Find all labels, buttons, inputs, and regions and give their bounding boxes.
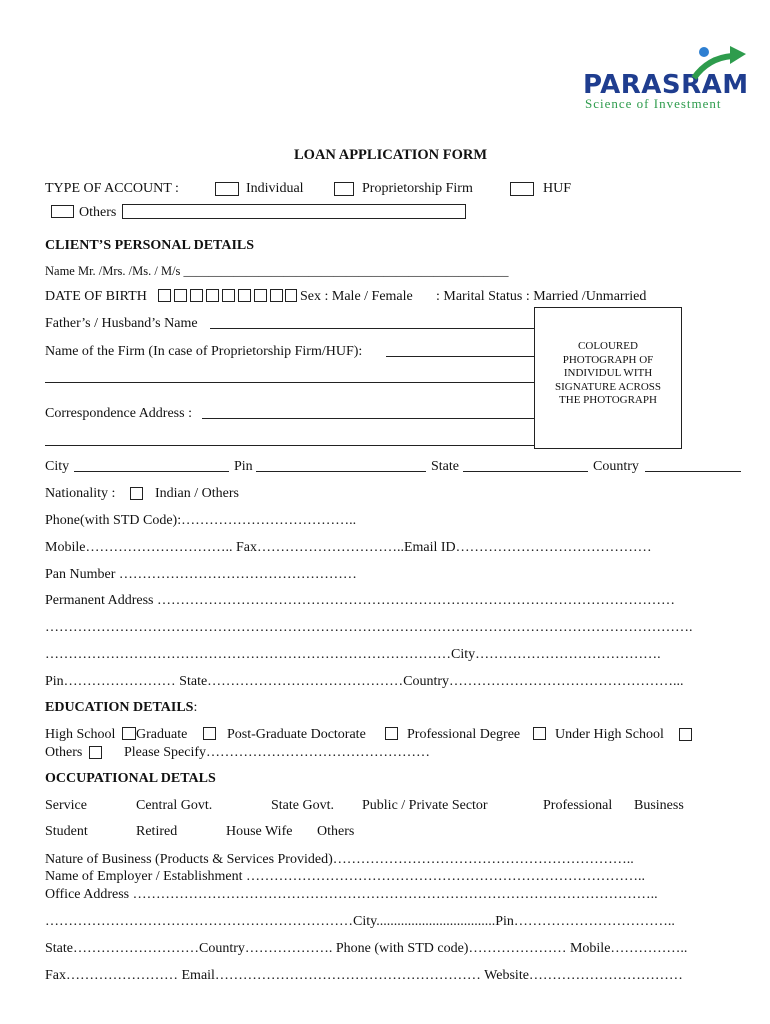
post-graduate-label: Post-Graduate Doctorate [227, 727, 366, 742]
permanent-address-line-2[interactable]: …………………………………………………………………………………………………………………………. [45, 620, 693, 635]
occupation-central-govt[interactable]: Central Govt. [136, 798, 213, 813]
dob-digit-box[interactable] [254, 289, 267, 302]
father-name-label: Father’s / Husband’s Name [45, 316, 198, 331]
photo-text-line: SIGNATURE ACROSS [554, 380, 662, 393]
education-others-checkbox[interactable] [89, 746, 102, 759]
office-fax-email-website-line[interactable]: Fax…………………… Email………………………………………………… Website…………………………… [45, 968, 683, 983]
firm-name-label: Name of the Firm (In case of Proprietorship Firm/HUF): [45, 344, 363, 359]
photo-text-line: COLOURED [578, 340, 638, 352]
occupation-state-govt[interactable]: State Govt. [271, 798, 334, 813]
individual-label: Individual [246, 181, 304, 196]
marital-status-label: : Marital Status : Married /Unmarried [436, 289, 647, 304]
education-specify-line[interactable]: Please Specify………………………………………… [124, 745, 431, 760]
nationality-label: Nationality : [45, 486, 116, 501]
occupation-others[interactable]: Others [317, 824, 355, 839]
sex-label: Sex : Male / Female [300, 289, 413, 304]
state-label: State [431, 459, 459, 474]
occupation-professional[interactable]: Professional [543, 798, 613, 813]
occupation-service[interactable]: Service [45, 798, 87, 813]
correspondence-address-line[interactable] [202, 418, 534, 419]
father-name-line[interactable] [210, 328, 534, 329]
education-heading: EDUCATION DETAILS: [45, 700, 198, 715]
proprietorship-checkbox[interactable] [334, 182, 354, 196]
mobile-fax-email-line[interactable]: Mobile………………………….. Fax…………………………..Email ID…………………………………… [45, 540, 652, 555]
occupation-house-wife[interactable]: House Wife [226, 824, 293, 839]
high-school-label: High School [45, 727, 116, 742]
correspondence-address-label: Correspondence Address : [45, 406, 192, 421]
state-line[interactable] [463, 471, 588, 472]
doctorate-checkbox[interactable] [385, 727, 398, 740]
employer-name-line[interactable]: Name of Employer / Establishment ………………………………………………………………………….. [45, 869, 646, 884]
nature-of-business-line[interactable]: Nature of Business (Products & Services Provided)……………………………………………………….. [45, 852, 634, 867]
city-line[interactable] [74, 471, 229, 472]
dob-digit-box[interactable] [174, 289, 187, 302]
firm-name-line-2[interactable] [45, 382, 534, 383]
permanent-address-line[interactable]: Permanent Address ………………………………………………………………………………………………… [45, 593, 675, 608]
office-city-pin-line[interactable]: …………………………………………………………City..................................Pin…………………………….. [45, 914, 675, 929]
under-high-school-checkbox[interactable] [679, 728, 692, 741]
occupation-retired[interactable]: Retired [136, 824, 178, 839]
occupation-student[interactable]: Student [45, 824, 88, 839]
dob-digit-box[interactable] [206, 289, 219, 302]
professional-degree-checkbox[interactable] [533, 727, 546, 740]
form-title: LOAN APPLICATION FORM [294, 147, 488, 163]
logo-arrow-icon [690, 42, 750, 82]
dob-digit-box[interactable] [158, 289, 171, 302]
huf-checkbox[interactable] [510, 182, 534, 196]
photo-text-line: INDIVIDUL WITH [563, 367, 653, 379]
dob-digit-box[interactable] [222, 289, 235, 302]
photograph-box[interactable] [534, 307, 682, 449]
photograph-instructions [535, 340, 681, 408]
country-label: Country [593, 459, 639, 474]
high-school-checkbox[interactable] [122, 727, 136, 740]
occupation-public-private[interactable]: Public / Private Sector [362, 798, 488, 813]
dob-digit-box[interactable] [190, 289, 203, 302]
professional-degree-label: Professional Degree [407, 727, 521, 742]
individual-checkbox[interactable] [215, 182, 239, 196]
occupation-business[interactable]: Business [634, 798, 684, 813]
dob-label: DATE OF BIRTH [45, 289, 147, 304]
personal-details-heading: CLIENT’S PERSONAL DETAILS [45, 238, 255, 253]
firm-name-line[interactable] [386, 356, 534, 357]
graduate-checkbox[interactable] [203, 727, 216, 740]
permanent-city-line[interactable]: ……………………………………………………………………………City…………………………………. [45, 647, 661, 662]
city-label: City [45, 459, 70, 474]
photo-text-line: PHOTOGRAPH OF [562, 353, 654, 366]
account-type-label: TYPE OF ACCOUNT : [45, 181, 179, 196]
nationality-checkbox[interactable] [130, 487, 143, 500]
others-checkbox[interactable] [51, 205, 74, 218]
country-line[interactable] [645, 471, 741, 472]
under-high-school-label: Under High School [555, 727, 664, 742]
phone-field-line[interactable]: Phone(with STD Code):……………………………….. [45, 513, 357, 528]
education-others-label: Others [45, 745, 83, 760]
graduate-label: Graduate [136, 727, 188, 742]
correspondence-address-line-2[interactable] [45, 445, 534, 446]
permanent-pin-state-country-line[interactable]: Pin…………………… State……………………………………Country…………………………………………... [45, 674, 684, 689]
huf-label: HUF [543, 181, 572, 196]
nationality-options: Indian / Others [155, 486, 239, 501]
logo-wordmark: PARASRAM [583, 70, 749, 100]
pin-line[interactable] [256, 471, 426, 472]
others-text-field[interactable] [122, 204, 466, 219]
dob-digit-box[interactable] [285, 289, 297, 302]
logo-tagline: Science of Investment [585, 96, 722, 111]
dob-digit-box[interactable] [238, 289, 251, 302]
pan-number-line[interactable]: Pan Number …………………………………………… [45, 567, 357, 582]
proprietorship-label: Proprietorship Firm [362, 181, 473, 196]
office-state-country-phone-line[interactable]: State………………………Country………………. Phone (with STD code)………………… Mobile…………….. [45, 941, 688, 956]
occupation-heading: OCCUPATIONAL DETALS [45, 771, 216, 786]
name-field-line[interactable]: Name Mr. /Mrs. /Ms. / M/s ____________________________________________________ [45, 264, 509, 278]
office-address-line[interactable]: Office Address ………………………………………………………………………………………………….. [45, 887, 658, 902]
dob-digit-box[interactable] [270, 289, 283, 302]
pin-label: Pin [234, 459, 253, 474]
photo-text-line: THE PHOTOGRAPH [559, 394, 657, 406]
others-label: Others [79, 205, 117, 220]
